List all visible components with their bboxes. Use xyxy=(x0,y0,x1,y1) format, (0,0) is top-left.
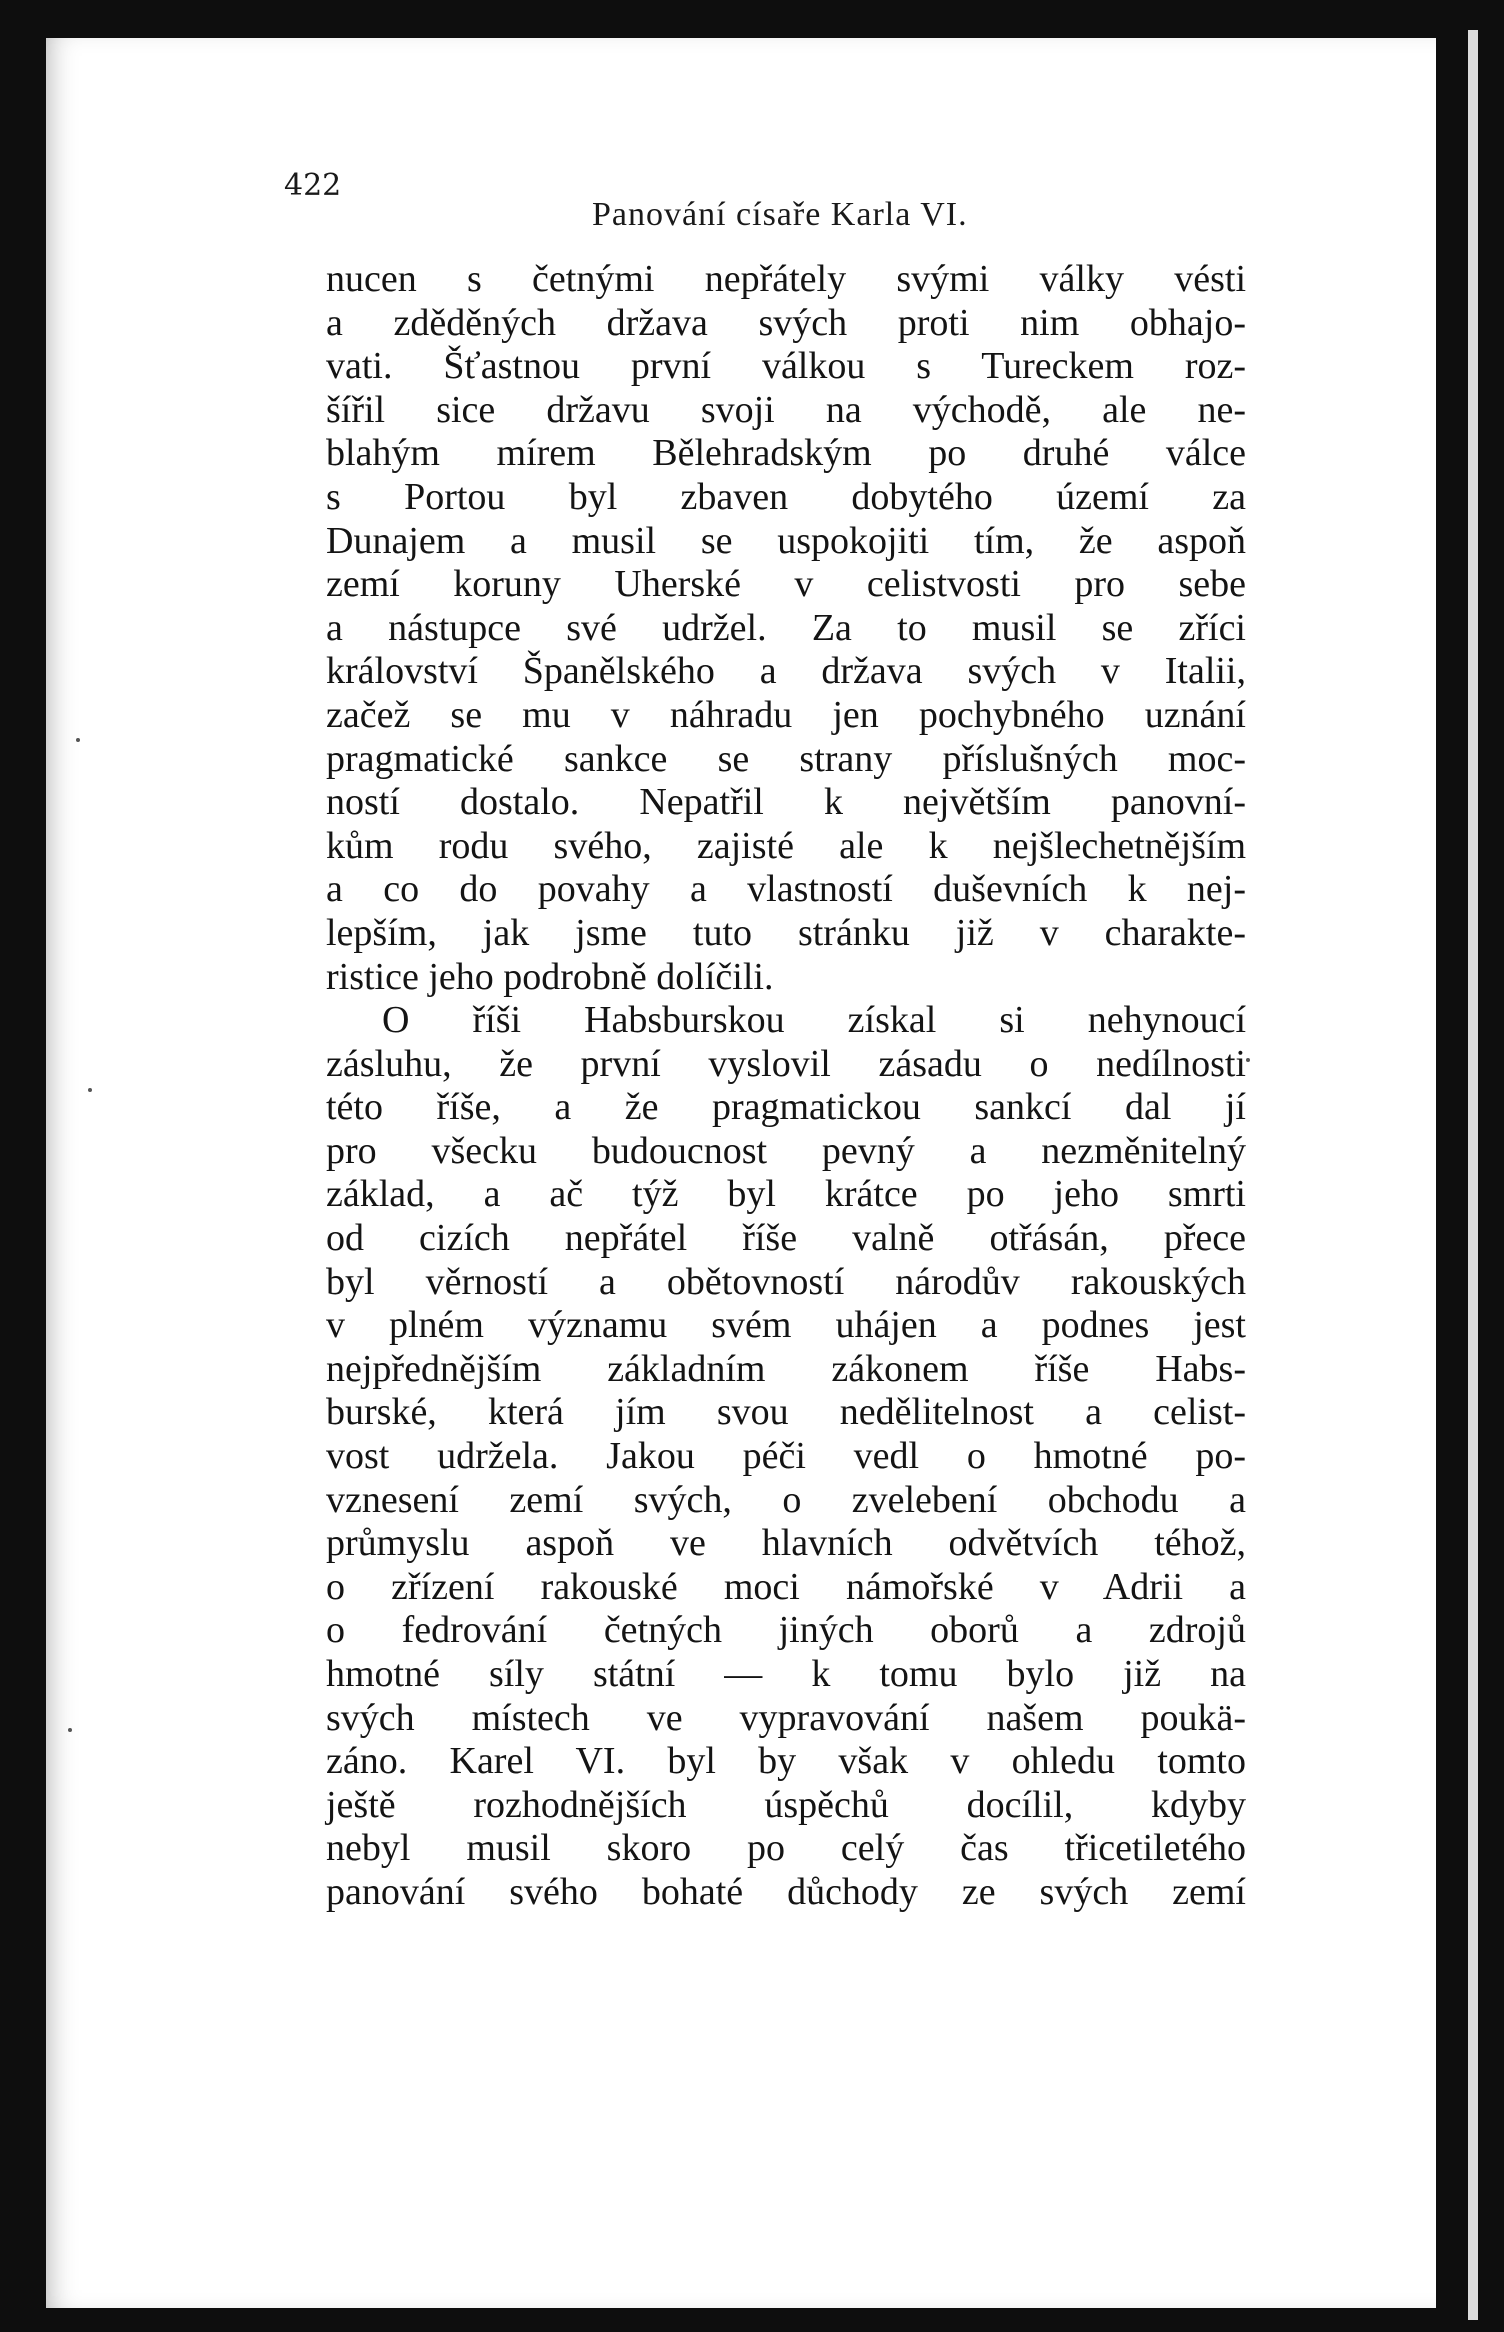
scan-speck xyxy=(1246,1058,1250,1062)
text-line: v plném významu svém uhájen a podnes jest xyxy=(326,1304,1246,1347)
text-line: zemí koruny Uherské v celistvosti pro sebe xyxy=(326,563,1246,606)
page-number: 422 xyxy=(284,168,342,203)
scan-speck xyxy=(68,1728,72,1732)
text-line: záno. Karel VI. byl by však v ohledu tomto xyxy=(326,1740,1246,1783)
text-line: základ, a ač týž byl krátce po jeho smrti xyxy=(326,1173,1246,1216)
paragraph-start-line: O říši Habsburskou získal si nehynoucí xyxy=(382,999,1246,1042)
scan-speck xyxy=(76,738,80,742)
text-line: průmyslu aspoň ve hlavních odvětvích téhož, xyxy=(326,1522,1246,1565)
text-line: nucen s četnými nepřátely svými války vésti xyxy=(326,258,1246,300)
text-line: kům rodu svého, zajisté ale k nejšlechetnějším xyxy=(326,824,1246,867)
text-line: pragmatické sankce se strany příslušných moc- xyxy=(326,737,1246,780)
text-line: ještě rozhodnějších úspěchů docílil, kdyby xyxy=(326,1783,1246,1826)
text-line: od cizích nepřátel říše valně otřásán, přece xyxy=(326,1217,1246,1260)
text-line: Dunajem a musil se uspokojiti tím, že aspoň xyxy=(326,519,1246,562)
text-line: této říše, a že pragmatickou sankcí dal jí xyxy=(326,1086,1246,1129)
text-line: burské, která jím svou nedělitelnost a celist- xyxy=(326,1391,1246,1434)
text-line: šířil sice državu svoji na východě, ale ne- xyxy=(326,388,1246,431)
scan-speck xyxy=(88,1088,92,1092)
text-line: s Portou byl zbaven dobytého území za xyxy=(326,475,1246,518)
text-line: ností dostalo. Nepatřil k největším panovní- xyxy=(326,781,1246,824)
body-text xyxy=(326,258,1246,1915)
text-line: začež se mu v náhradu jen pochybného uznání xyxy=(326,693,1246,736)
text-line: panování svého bohaté důchody ze svých zemí xyxy=(326,1870,1246,1913)
text-line: o zřízení rakouské moci námořské v Adrii a xyxy=(326,1565,1246,1608)
text-line: nebyl musil skoro po celý čas třicetiletého xyxy=(326,1827,1246,1870)
text-line: království Španělského a država svých v Italii, xyxy=(326,650,1246,693)
text-line: lepším, jak jsme tuto stránku již v charakte- xyxy=(326,911,1246,954)
text-line: blahým mírem Bělehradským po druhé válce xyxy=(326,432,1246,475)
text-line: hmotné síly státní — k tomu bylo již na xyxy=(326,1653,1246,1695)
text-line: svých místech ve vypravování našem poukä- xyxy=(326,1696,1246,1739)
text-line: pro všecku budoucnost pevný a nezměnitelný xyxy=(326,1129,1246,1172)
text-line: vati. Šťastnou první válkou s Tureckem roz- xyxy=(326,345,1246,388)
next-page-edge xyxy=(1468,30,1478,2320)
paragraph-end-line: ristice jeho podrobně dolíčili. xyxy=(326,955,774,998)
text-line: zásluhu, že první vyslovil zásadu o nedílnosti xyxy=(326,1042,1246,1085)
running-head: Panování císaře Karla VI. xyxy=(592,196,968,233)
text-line: a co do povahy a vlastností duševních k nej- xyxy=(326,868,1246,911)
text-line: byl věrností a obětovností národův rakouských xyxy=(326,1260,1246,1303)
text-line: vznesení zemí svých, o zvelebení obchodu a xyxy=(326,1478,1246,1521)
text-line: o fedrování četných jiných oborů a zdrojů xyxy=(326,1609,1246,1652)
text-line: nejpřednějším základním zákonem říše Habs- xyxy=(326,1347,1246,1390)
text-line: a nástupce své udržel. Za to musil se zříci xyxy=(326,606,1246,649)
text-line: vost udržela. Jakou péči vedl o hmotné po- xyxy=(326,1435,1246,1478)
text-line: a zděděných država svých proti nim obhajo- xyxy=(326,301,1246,344)
